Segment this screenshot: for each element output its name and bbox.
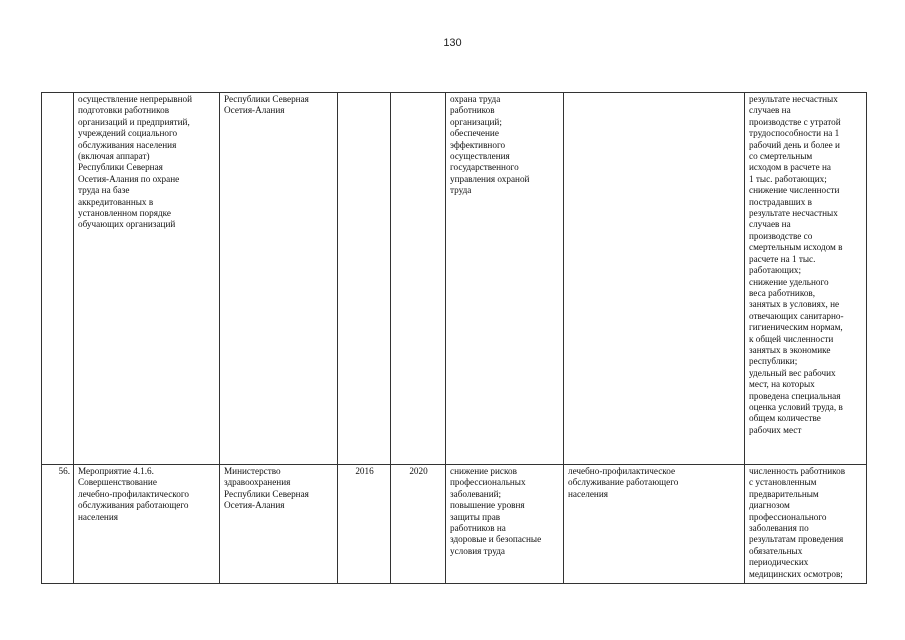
- cell-text-line: лечебно-профилактическое: [568, 466, 676, 476]
- cell-text-line: гигиеническим нормам,: [749, 322, 843, 333]
- cell-executor: [220, 465, 338, 584]
- cell-text-line: условия труда: [450, 545, 505, 556]
- cell-activity: [74, 93, 220, 465]
- cell-text-line: защиты прав: [450, 511, 501, 522]
- cell-main-direction: [564, 93, 745, 465]
- cell-text-line: Осетия-Алания: [224, 105, 285, 116]
- cell-text-line: профессиональных: [450, 477, 526, 488]
- cell-text-line: обслуживания населения: [78, 139, 177, 150]
- cell-text-line: медицинских осмотров;: [749, 568, 843, 579]
- cell-text-line: занятых в экономике: [749, 344, 831, 355]
- cell-text-line: работающих;: [749, 265, 802, 276]
- cell-main-direction: [564, 465, 745, 584]
- cell-text-line: здоровые и безопасные: [450, 534, 542, 545]
- cell-text-line: организаций;: [450, 116, 502, 127]
- cell-text-line: государственного: [450, 162, 519, 173]
- cell-text-line: Осетия-Алания по охране: [78, 173, 180, 184]
- cell-executor: [220, 93, 338, 465]
- cell-text-line: численность работников: [749, 466, 846, 476]
- cell-text-line: Осетия-Алания: [224, 500, 285, 511]
- cell-text-line: исходом в расчете на: [749, 162, 831, 173]
- cell-expected-result: [446, 465, 564, 584]
- cell-start-year: 2016: [338, 465, 391, 584]
- cell-text-line: рабочий день и более и: [749, 139, 840, 150]
- cell-text-line: с установленным: [749, 477, 817, 488]
- cell-text-line: мест, на которых: [749, 379, 815, 390]
- cell-start-year: [338, 93, 391, 465]
- cell-text-line: аккредитованных в: [78, 196, 154, 207]
- cell-text-line: населения: [568, 488, 608, 499]
- cell-text-line: рабочих мест: [749, 424, 802, 435]
- cell-row-number: 56.: [42, 465, 74, 584]
- cell-text-line: результатам проведения: [749, 534, 844, 545]
- cell-text-line: отвечающих санитарно-: [749, 310, 844, 321]
- cell-text-line: снижение рисков: [450, 466, 517, 476]
- cell-text-line: осуществление непрерывной: [78, 94, 193, 104]
- cell-text-line: работников: [450, 105, 495, 116]
- cell-text-line: эффективного: [450, 139, 506, 150]
- cell-row-number: [42, 93, 74, 465]
- cell-activity: [74, 465, 220, 584]
- cell-text-line: Министерство: [224, 466, 281, 476]
- table-row: [42, 465, 867, 584]
- cell-text-line: работников на: [450, 523, 506, 534]
- measures-table: [41, 92, 867, 584]
- cell-text-line: 1 тыс. работающих;: [749, 173, 827, 184]
- cell-text-line: учреждений социального: [78, 128, 178, 139]
- cell-text-line: снижение численности: [749, 185, 840, 196]
- cell-end-year: 2020: [391, 465, 446, 584]
- cell-text-line: обязательных: [749, 545, 803, 556]
- cell-text-line: осуществления: [450, 151, 510, 162]
- cell-text-line: предварительным: [749, 488, 819, 499]
- cell-text-line: проведена специальная: [749, 390, 841, 401]
- cell-text-line: Мероприятие 4.1.6.: [78, 466, 154, 476]
- cell-text-line: веса работников,: [749, 287, 816, 298]
- cell-text-line: снижение удельного: [749, 276, 829, 287]
- cell-text-line: управления охраной: [450, 173, 530, 184]
- cell-text-line: периодических: [749, 557, 809, 568]
- cell-text-line: производстве с утратой: [749, 116, 841, 127]
- cell-text-line: профессионального: [749, 511, 827, 522]
- page-number: 130: [443, 37, 462, 49]
- cell-end-year: [391, 93, 446, 465]
- cell-text-line: оценка условий труда, в: [749, 401, 843, 412]
- cell-text-line: расчете на 1 тыс.: [749, 253, 816, 264]
- cell-text-line: трудоспособности на 1: [749, 128, 840, 139]
- cell-text-line: здравоохранения: [224, 477, 291, 488]
- cell-text-line: Республики Северная: [224, 488, 309, 499]
- cell-text-line: установленном порядке: [78, 208, 171, 219]
- cell-text-line: Республики Северная: [224, 94, 309, 104]
- cell-text-line: лечебно-профилактического: [78, 488, 190, 499]
- cell-text-line: труда на базе: [78, 185, 130, 196]
- cell-text-line: удельный вес рабочих: [749, 367, 836, 378]
- cell-text-line: обучающих организаций: [78, 219, 176, 230]
- cell-text-line: обеспечение: [450, 128, 499, 139]
- cell-text-line: республики;: [749, 356, 798, 367]
- cell-text-line: обслуживания работающего: [78, 500, 189, 511]
- cell-text-line: труда: [450, 185, 472, 196]
- cell-text-line: обслуживание работающего: [568, 477, 679, 488]
- cell-indicators: [745, 465, 867, 584]
- cell-text-line: случаев на: [749, 105, 791, 116]
- cell-text-line: пострадавших в: [749, 196, 812, 207]
- cell-text-line: общем количестве: [749, 413, 821, 424]
- cell-text-line: Республики Северная: [78, 162, 163, 173]
- cell-indicators: [745, 93, 867, 465]
- cell-text-line: производстве со: [749, 230, 813, 241]
- cell-text-line: к общей численности: [749, 333, 834, 344]
- cell-text-line: занятых в условиях, не: [749, 299, 840, 310]
- cell-text-line: подготовки работников: [78, 105, 170, 116]
- cell-text-line: (включая аппарат): [78, 151, 150, 162]
- cell-expected-result: [446, 93, 564, 465]
- cell-text-line: заболевания по: [749, 523, 809, 534]
- cell-text-line: результате несчастных: [749, 208, 838, 219]
- cell-text-line: повышение уровня: [450, 500, 525, 511]
- cell-text-line: организаций и предприятий,: [78, 116, 190, 127]
- cell-text-line: результате несчастных: [749, 94, 838, 104]
- cell-text-line: диагнозом: [749, 500, 790, 511]
- cell-text-line: смертельным исходом в: [749, 242, 843, 253]
- cell-text-line: Совершенствование: [78, 477, 157, 488]
- cell-text-line: охрана труда: [450, 94, 501, 104]
- table-row: [42, 93, 867, 465]
- cell-text-line: заболеваний;: [450, 488, 502, 499]
- cell-text-line: со смертельным: [749, 151, 813, 162]
- cell-text-line: населения: [78, 511, 118, 522]
- cell-text-line: случаев на: [749, 219, 791, 230]
